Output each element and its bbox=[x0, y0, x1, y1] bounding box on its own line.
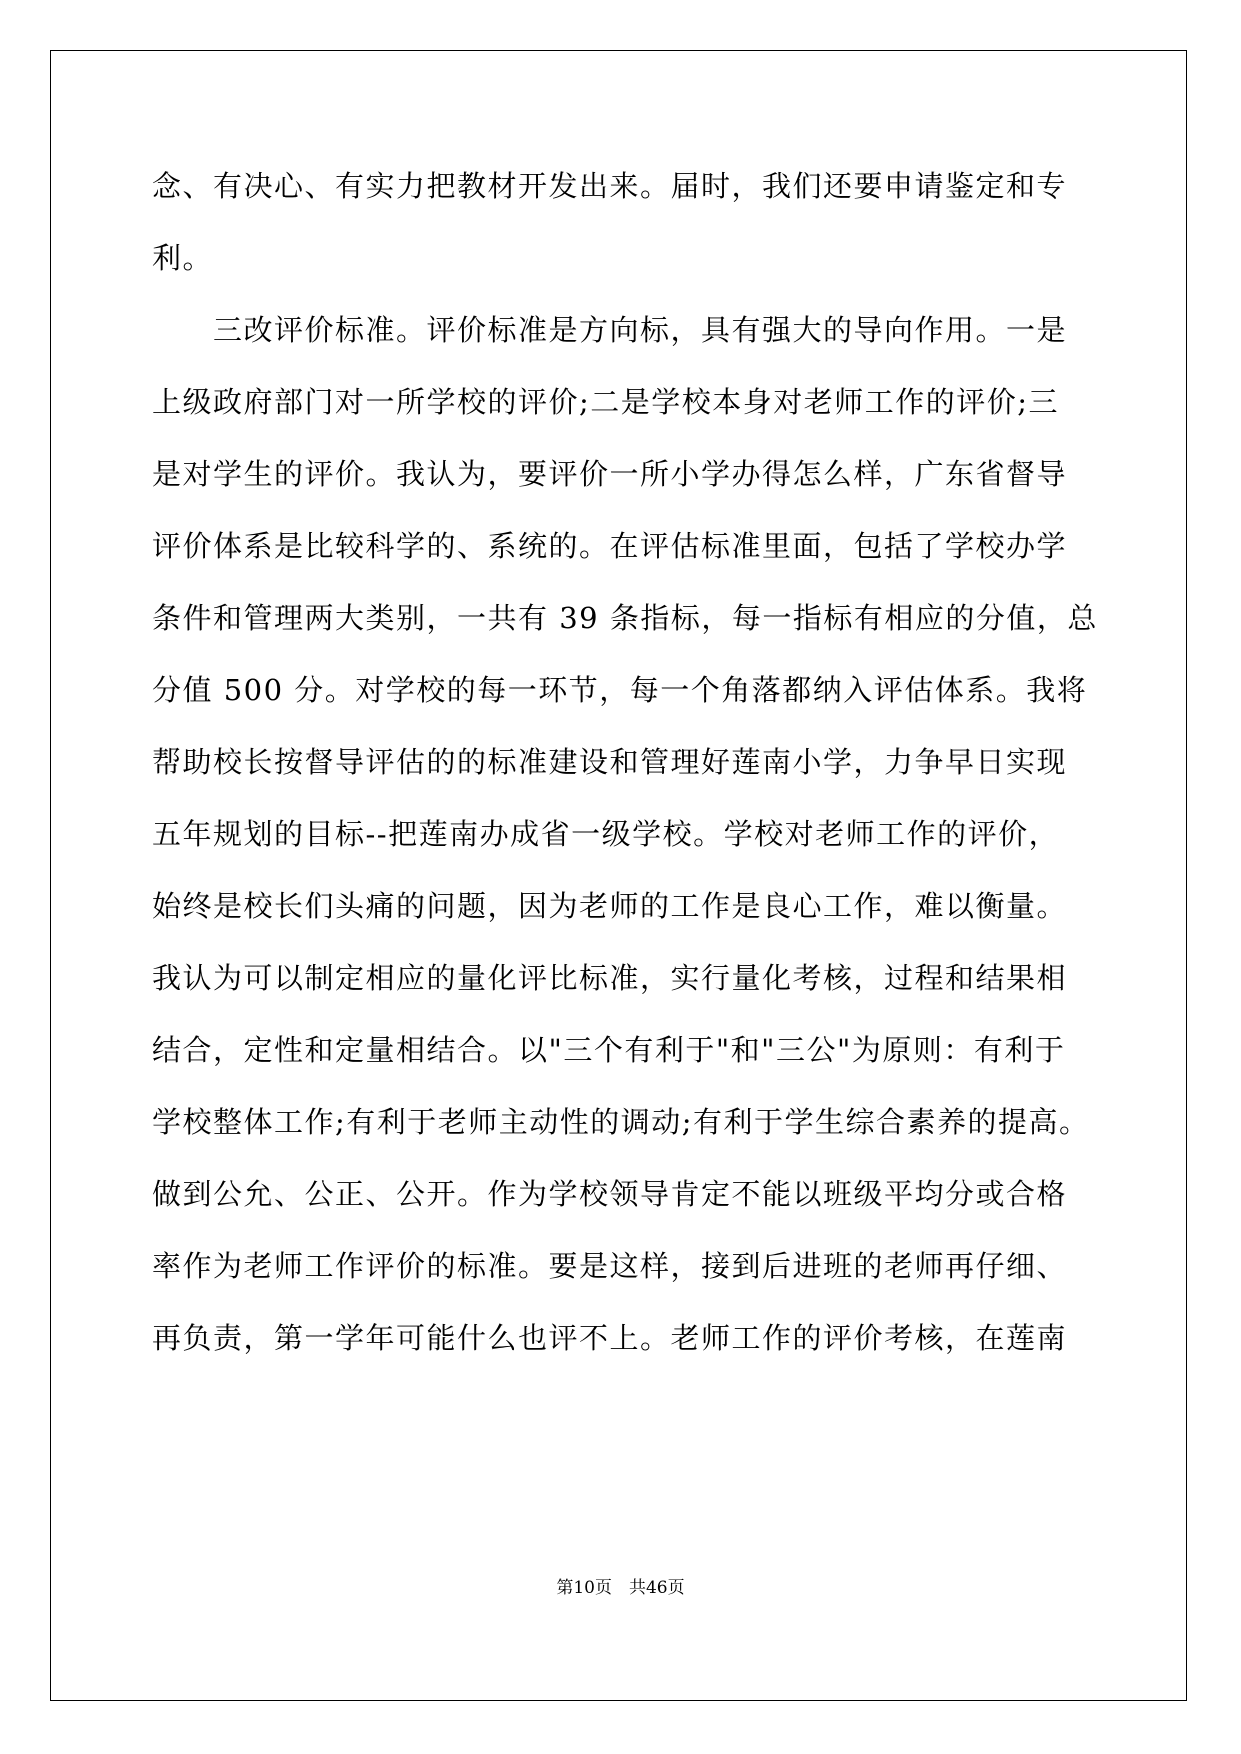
text-line: 条件和管理两大类别，一共有 39 条指标，每一指标有相应的分值，总 bbox=[152, 601, 1098, 635]
page-border bbox=[50, 50, 1187, 1701]
text-line: 分值 500 分。对学校的每一环节，每一个角落都纳入评估体系。我将 bbox=[152, 673, 1088, 707]
text-line: 结合，定性和定量相结合。以"三个有利于"和"三公"为原则：有利于 bbox=[152, 1033, 1066, 1067]
text-line: 率作为老师工作评价的标准。要是这样，接到后进班的老师再仔细、 bbox=[152, 1249, 1068, 1283]
text-line: 上级政府部门对一所学校的评价;二是学校本身对老师工作的评价;三 bbox=[152, 385, 1060, 419]
text-line: 帮助校长按督导评估的的标准建设和管理好莲南小学，力争早日实现 bbox=[152, 745, 1068, 779]
page-number-footer: 第10页 共46页 bbox=[556, 1578, 685, 1598]
text-line: 再负责，第一学年可能什么也评不上。老师工作的评价考核，在莲南 bbox=[152, 1321, 1068, 1355]
text-line: 评价体系是比较科学的、系统的。在评估标准里面，包括了学校办学 bbox=[152, 529, 1068, 563]
text-line: 做到公允、公正、公开。作为学校领导肯定不能以班级平均分或合格 bbox=[152, 1177, 1068, 1211]
text-line: 三改评价标准。评价标准是方向标，具有强大的导向作用。一是 bbox=[152, 313, 1068, 347]
text-line: 念、有决心、有实力把教材开发出来。届时，我们还要申请鉴定和专 bbox=[152, 169, 1068, 203]
text-line: 利。 bbox=[152, 241, 214, 275]
text-line: 是对学生的评价。我认为，要评价一所小学办得怎么样，广东省督导 bbox=[152, 457, 1068, 491]
text-line: 我认为可以制定相应的量化评比标准，实行量化考核，过程和结果相 bbox=[152, 961, 1068, 995]
text-line: 学校整体工作;有利于老师主动性的调动;有利于学生综合素养的提高。 bbox=[152, 1105, 1090, 1139]
text-line: 始终是校长们头痛的问题，因为老师的工作是良心工作，难以衡量。 bbox=[152, 889, 1068, 923]
text-line: 五年规划的目标--把莲南办成省一级学校。学校对老师工作的评价， bbox=[152, 817, 1060, 851]
